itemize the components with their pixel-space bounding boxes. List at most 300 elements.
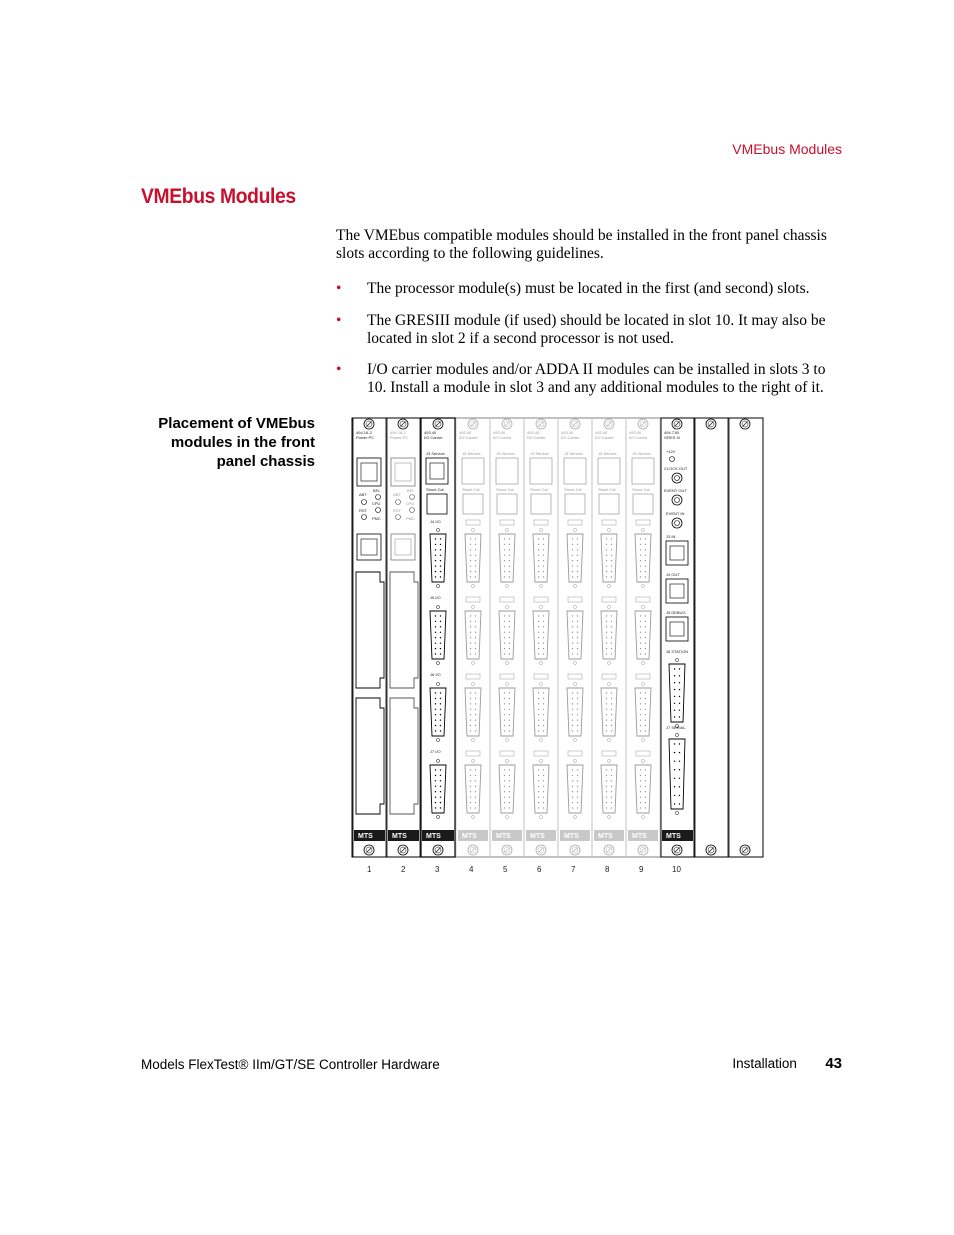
pin-icon xyxy=(504,648,505,649)
pin-icon xyxy=(509,730,510,731)
pin-icon xyxy=(440,560,441,561)
pin-icon xyxy=(538,775,539,776)
pin-icon xyxy=(572,730,573,731)
pin-icon xyxy=(577,626,578,627)
pin-icon xyxy=(509,615,510,616)
pin-icon xyxy=(572,791,573,792)
pin-icon xyxy=(606,621,607,622)
chassis-diagram xyxy=(350,416,770,878)
pin-icon xyxy=(640,648,641,649)
pin-icon xyxy=(572,632,573,633)
mts-logo-text: MTS xyxy=(426,833,441,840)
pin-icon xyxy=(435,565,436,566)
port-label: Shunt Cal xyxy=(426,487,444,492)
pin-icon xyxy=(572,807,573,808)
pin-icon xyxy=(572,555,573,556)
pin-icon xyxy=(504,714,505,715)
pin-icon xyxy=(440,719,441,720)
pin-icon xyxy=(440,698,441,699)
pin-icon xyxy=(509,571,510,572)
pin-icon xyxy=(543,780,544,781)
pin-icon xyxy=(611,698,612,699)
pin-icon xyxy=(679,769,680,770)
pin-icon xyxy=(674,716,675,717)
pin-icon xyxy=(606,632,607,633)
pin-icon xyxy=(504,632,505,633)
pin-icon xyxy=(572,725,573,726)
pin-icon xyxy=(577,642,578,643)
pin-icon xyxy=(543,571,544,572)
pin-icon xyxy=(674,795,675,796)
pin-icon xyxy=(606,549,607,550)
chassis-frame xyxy=(352,418,763,857)
pin-icon xyxy=(475,780,476,781)
pin-icon xyxy=(538,642,539,643)
pin-icon xyxy=(572,637,573,638)
pin-icon xyxy=(645,632,646,633)
pin-icon xyxy=(504,725,505,726)
slot-number: 7 xyxy=(571,865,576,874)
slot-1-name: Power PC xyxy=(356,435,375,440)
chassis-figure xyxy=(350,416,770,878)
pin-icon xyxy=(509,560,510,561)
pin-icon xyxy=(572,571,573,572)
pin-icon xyxy=(435,692,436,693)
led-label: ABT xyxy=(359,492,367,497)
pin-icon xyxy=(435,780,436,781)
ghost-shunt-label: Shunt Cal xyxy=(530,487,548,492)
pin-icon xyxy=(538,730,539,731)
ghost-model: 493.40 xyxy=(595,430,608,435)
pin-icon xyxy=(572,802,573,803)
pin-icon xyxy=(440,714,441,715)
pin-icon xyxy=(470,637,471,638)
pin-icon xyxy=(435,703,436,704)
pin-icon xyxy=(440,769,441,770)
pin-icon xyxy=(611,571,612,572)
pin-icon xyxy=(645,626,646,627)
pin-icon xyxy=(679,689,680,690)
mts-logo-text: MTS xyxy=(392,833,407,840)
pin-icon xyxy=(475,719,476,720)
pin-icon xyxy=(470,725,471,726)
gres-label: CLOCK OUT xyxy=(664,466,688,471)
pin-icon xyxy=(606,648,607,649)
pin-icon xyxy=(440,692,441,693)
pin-icon xyxy=(509,565,510,566)
pin-icon xyxy=(572,703,573,704)
pin-icon xyxy=(470,653,471,654)
pin-icon xyxy=(645,571,646,572)
slot-number: 3 xyxy=(435,865,440,874)
pin-icon xyxy=(679,778,680,779)
pin-icon xyxy=(475,642,476,643)
pin-icon xyxy=(504,791,505,792)
pin-icon xyxy=(509,725,510,726)
pin-icon xyxy=(543,730,544,731)
led-label: RST xyxy=(393,508,401,513)
slot-number: 6 xyxy=(537,865,542,874)
ghost-model: 493.40 xyxy=(493,430,506,435)
pin-icon xyxy=(645,807,646,808)
ghost-name: I/O Carrier xyxy=(493,435,512,440)
footer-section-name: Installation xyxy=(732,1056,797,1071)
pin-icon xyxy=(435,576,436,577)
pin-icon xyxy=(640,653,641,654)
pin-icon xyxy=(543,615,544,616)
pin-icon xyxy=(640,576,641,577)
pin-icon xyxy=(435,725,436,726)
slot-3-model: 493.40 xyxy=(424,430,437,435)
pin-icon xyxy=(475,802,476,803)
pin-icon xyxy=(606,730,607,731)
pin-icon xyxy=(435,632,436,633)
figure-caption: Placement of VMEbus modules in the front panel chassis xyxy=(158,415,315,470)
pin-icon xyxy=(538,692,539,693)
pin-icon xyxy=(543,796,544,797)
pin-icon xyxy=(606,642,607,643)
pin-icon xyxy=(611,544,612,545)
pin-icon xyxy=(640,725,641,726)
pin-icon xyxy=(470,780,471,781)
pin-icon xyxy=(679,668,680,669)
pin-icon xyxy=(640,709,641,710)
pin-icon xyxy=(645,615,646,616)
slot-number: 4 xyxy=(469,865,474,874)
pin-icon xyxy=(509,538,510,539)
pin-icon xyxy=(509,791,510,792)
pin-icon xyxy=(470,791,471,792)
pin-icon xyxy=(674,803,675,804)
pin-icon xyxy=(504,719,505,720)
pin-icon xyxy=(440,807,441,808)
section-title: VMEbus Modules xyxy=(141,185,296,208)
led-label: PMC xyxy=(406,516,415,521)
pin-icon xyxy=(440,725,441,726)
pin-icon xyxy=(606,791,607,792)
pin-icon xyxy=(645,725,646,726)
pin-icon xyxy=(509,621,510,622)
pin-icon xyxy=(640,637,641,638)
pin-icon xyxy=(645,621,646,622)
pin-icon xyxy=(611,626,612,627)
slot-1-model: 494.16-2 xyxy=(356,430,372,435)
pin-icon xyxy=(572,648,573,649)
pin-icon xyxy=(606,653,607,654)
pin-icon xyxy=(645,555,646,556)
pin-icon xyxy=(577,780,578,781)
pin-icon xyxy=(440,544,441,545)
led-label: BFL xyxy=(373,488,381,493)
pin-icon xyxy=(543,560,544,561)
pin-icon xyxy=(470,538,471,539)
pin-icon xyxy=(475,637,476,638)
pin-icon xyxy=(440,538,441,539)
pin-icon xyxy=(538,807,539,808)
pin-icon xyxy=(606,709,607,710)
pin-icon xyxy=(606,719,607,720)
pin-icon xyxy=(606,769,607,770)
pin-icon xyxy=(611,576,612,577)
pin-icon xyxy=(679,752,680,753)
pin-icon xyxy=(640,632,641,633)
pin-icon xyxy=(475,698,476,699)
slot-number: 9 xyxy=(639,865,644,874)
pin-icon xyxy=(504,802,505,803)
pin-icon xyxy=(572,796,573,797)
ghost-mts-logo-text: MTS xyxy=(462,833,477,840)
port-label: J3 Service xyxy=(426,451,445,456)
pin-icon xyxy=(611,621,612,622)
pin-icon xyxy=(475,632,476,633)
pin-icon xyxy=(509,769,510,770)
pin-icon xyxy=(606,544,607,545)
pin-icon xyxy=(577,725,578,726)
guideline-text: The GRESIII module (if used) should be located in slot 10. It may also be located in slot 2 if a second processor is not used. xyxy=(367,312,826,347)
pin-icon xyxy=(470,709,471,710)
pin-icon xyxy=(509,632,510,633)
pin-icon xyxy=(435,648,436,649)
pin-icon xyxy=(577,719,578,720)
ghost-service-label: J3 Service xyxy=(598,451,617,456)
pin-icon xyxy=(577,571,578,572)
pin-icon xyxy=(470,571,471,572)
pin-icon xyxy=(435,621,436,622)
mts-logo-text: MTS xyxy=(358,833,373,840)
pin-icon xyxy=(572,549,573,550)
pin-icon xyxy=(606,637,607,638)
pin-icon xyxy=(543,626,544,627)
pin-icon xyxy=(577,648,578,649)
pin-icon xyxy=(543,538,544,539)
pin-icon xyxy=(577,692,578,693)
pin-icon xyxy=(611,775,612,776)
intro-paragraph: The VMEbus compatible modules should be installed in the front panel chassis slots according to the following guidelines. xyxy=(336,227,827,262)
pin-icon xyxy=(470,775,471,776)
pin-icon xyxy=(577,807,578,808)
pin-icon xyxy=(572,698,573,699)
ghost-name: I/O Carrier xyxy=(629,435,648,440)
pin-icon xyxy=(679,675,680,676)
pin-icon xyxy=(440,576,441,577)
pin-icon xyxy=(509,653,510,654)
pin-icon xyxy=(504,653,505,654)
pin-icon xyxy=(640,538,641,539)
ghost-model: 493.40 xyxy=(527,430,540,435)
pin-icon xyxy=(504,560,505,561)
pin-icon xyxy=(475,544,476,545)
guideline-item xyxy=(336,361,836,397)
pin-icon xyxy=(504,538,505,539)
pin-icon xyxy=(577,615,578,616)
pin-icon xyxy=(577,538,578,539)
pin-icon xyxy=(543,714,544,715)
pin-icon xyxy=(577,632,578,633)
pin-icon xyxy=(470,560,471,561)
pin-icon xyxy=(577,786,578,787)
pin-icon xyxy=(645,698,646,699)
pin-icon xyxy=(679,803,680,804)
pin-icon xyxy=(475,648,476,649)
pin-icon xyxy=(611,538,612,539)
pin-icon xyxy=(504,571,505,572)
pin-icon xyxy=(504,544,505,545)
pin-icon xyxy=(679,760,680,761)
pin-icon xyxy=(543,769,544,770)
pin-icon xyxy=(475,807,476,808)
ghost-model: 493.40 xyxy=(629,430,642,435)
pin-icon xyxy=(606,703,607,704)
pin-icon xyxy=(435,769,436,770)
slot-number: 1 xyxy=(367,865,372,874)
pin-icon xyxy=(538,571,539,572)
pin-icon xyxy=(475,714,476,715)
pin-icon xyxy=(538,615,539,616)
slot-number: 10 xyxy=(672,865,681,874)
pin-icon xyxy=(440,565,441,566)
pin-icon xyxy=(509,555,510,556)
pin-icon xyxy=(509,780,510,781)
pin-icon xyxy=(440,632,441,633)
pin-icon xyxy=(611,703,612,704)
ghost-shunt-label: Shunt Cal xyxy=(632,487,650,492)
pin-icon xyxy=(504,769,505,770)
pin-icon xyxy=(640,719,641,720)
pin-icon xyxy=(606,565,607,566)
slot-2-name: Power PC xyxy=(390,435,409,440)
pin-icon xyxy=(475,769,476,770)
pin-icon xyxy=(611,730,612,731)
pin-icon xyxy=(504,698,505,699)
pin-icon xyxy=(538,560,539,561)
ghost-service-label: J3 Service xyxy=(632,451,651,456)
ghost-service-label: J3 Service xyxy=(496,451,515,456)
pin-icon xyxy=(674,675,675,676)
slot-10-name: GRES III xyxy=(664,435,680,440)
pin-icon xyxy=(475,709,476,710)
pin-icon xyxy=(543,565,544,566)
pin-icon xyxy=(640,560,641,561)
pin-icon xyxy=(440,637,441,638)
pin-icon xyxy=(645,642,646,643)
pin-icon xyxy=(504,615,505,616)
pin-icon xyxy=(645,714,646,715)
pin-icon xyxy=(440,775,441,776)
pin-icon xyxy=(577,576,578,577)
pin-icon xyxy=(640,802,641,803)
pin-icon xyxy=(470,642,471,643)
pin-icon xyxy=(606,626,607,627)
gres-label: J6 STATION xyxy=(666,649,689,654)
pin-icon xyxy=(611,807,612,808)
ghost-shunt-label: Shunt Cal xyxy=(462,487,480,492)
pin-icon xyxy=(674,709,675,710)
pin-icon xyxy=(543,719,544,720)
pin-icon xyxy=(538,714,539,715)
pin-icon xyxy=(475,560,476,561)
pin-icon xyxy=(538,637,539,638)
pin-icon xyxy=(640,549,641,550)
pin-icon xyxy=(572,719,573,720)
pin-icon xyxy=(470,632,471,633)
pin-icon xyxy=(509,786,510,787)
pin-icon xyxy=(509,807,510,808)
pin-icon xyxy=(611,786,612,787)
pin-icon xyxy=(679,743,680,744)
gres-label: EVENT OUT xyxy=(664,488,687,493)
pin-icon xyxy=(504,730,505,731)
pin-icon xyxy=(440,549,441,550)
pin-icon xyxy=(435,714,436,715)
pin-icon xyxy=(470,544,471,545)
pin-icon xyxy=(509,698,510,699)
pin-icon xyxy=(435,796,436,797)
ghost-model: 493.40 xyxy=(459,430,472,435)
pin-icon xyxy=(435,555,436,556)
pin-icon xyxy=(577,555,578,556)
pin-icon xyxy=(538,632,539,633)
slot-number: 8 xyxy=(605,865,610,874)
pin-icon xyxy=(509,692,510,693)
pin-icon xyxy=(679,703,680,704)
pin-icon xyxy=(470,576,471,577)
pin-icon xyxy=(509,642,510,643)
pin-icon xyxy=(611,560,612,561)
pin-icon xyxy=(611,565,612,566)
pin-icon xyxy=(572,626,573,627)
slot-3-name: I/O Carrier xyxy=(424,435,443,440)
pin-icon xyxy=(538,780,539,781)
pin-icon xyxy=(504,576,505,577)
pin-icon xyxy=(572,786,573,787)
pin-icon xyxy=(640,730,641,731)
pin-icon xyxy=(645,637,646,638)
pin-icon xyxy=(606,714,607,715)
pin-icon xyxy=(475,538,476,539)
pin-icon xyxy=(572,769,573,770)
pin-icon xyxy=(475,786,476,787)
pin-icon xyxy=(640,698,641,699)
pin-icon xyxy=(543,807,544,808)
pin-icon xyxy=(640,775,641,776)
pin-icon xyxy=(577,709,578,710)
footer-right xyxy=(732,1055,842,1073)
pin-icon xyxy=(640,807,641,808)
pin-icon xyxy=(640,571,641,572)
guideline-item xyxy=(336,280,836,298)
pin-icon xyxy=(645,653,646,654)
pin-icon xyxy=(577,621,578,622)
pin-icon xyxy=(538,796,539,797)
pin-icon xyxy=(577,791,578,792)
pin-icon xyxy=(572,538,573,539)
pin-icon xyxy=(470,730,471,731)
pin-icon xyxy=(611,632,612,633)
pin-icon xyxy=(572,780,573,781)
pin-icon xyxy=(509,719,510,720)
pin-icon xyxy=(470,555,471,556)
ghost-name: I/O Carrier xyxy=(561,435,580,440)
guideline-item xyxy=(336,312,836,348)
pin-icon xyxy=(674,760,675,761)
pin-icon xyxy=(611,791,612,792)
pin-icon xyxy=(509,802,510,803)
pin-icon xyxy=(572,642,573,643)
pin-icon xyxy=(440,709,441,710)
pin-icon xyxy=(538,653,539,654)
pin-icon xyxy=(440,786,441,787)
pin-icon xyxy=(572,692,573,693)
